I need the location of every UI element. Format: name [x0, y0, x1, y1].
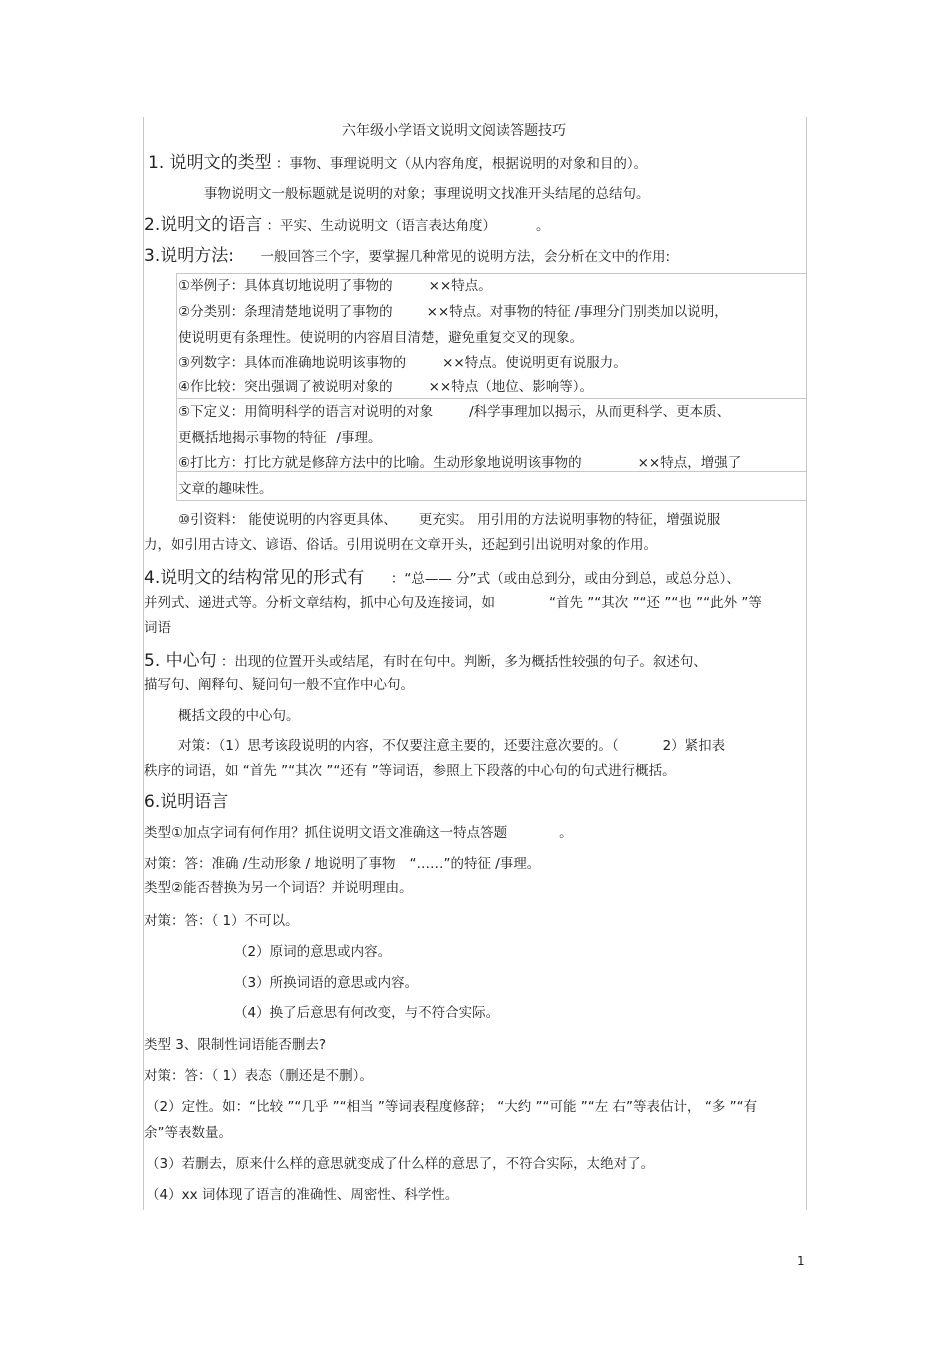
- type-3: 类型 3、限制性词语能否删去?: [144, 1037, 327, 1053]
- method-2: ②分类别：条理清楚地说明了事物的 ××特点。对事物的特征 /事理分门别类加以说明，: [178, 304, 728, 320]
- section-1-text: ：事物、事理说明文（从内容角度，根据说明的对象和目的）。: [275, 156, 648, 172]
- section-2-text: ：平实、生动说明文（语言表达角度）: [266, 218, 497, 234]
- strategy-3-c: （3）若删去，原来什么样的意思就变成了什么样的意思了，不符合实际，太绝对了。: [146, 1156, 655, 1172]
- section-5-p2: 概括文段的中心句。: [178, 708, 300, 724]
- type-2: 类型②能否替换为另一个词语？并说明理由。: [144, 880, 413, 896]
- method-4: ④作比较：突出强调了被说明对象的 ××特点（地位、影响等）。: [178, 379, 593, 395]
- methods-box-top: [176, 273, 807, 274]
- strategy-3-b: （2）定性。如：“比较 ”“几乎 ”“相当 ”等词表程度修辞； “大约 ”“可能 ”“左 右”等表估计， “多 ”“有: [146, 1099, 758, 1115]
- section-4-line-3: 词语: [144, 620, 171, 636]
- page-title: 六年级小学语文说明文阅读答题技巧: [342, 123, 566, 139]
- strategy-1: 对策：答：准确 /生动形象 / 地说明了事物 “……”的特征 /事理。: [144, 856, 541, 872]
- section-4-text: ：“总—— 分”式（或由总到分，或由分到总，或总分总）、: [390, 571, 740, 587]
- section-2-heading: 2.说明文的语言: [144, 215, 263, 235]
- strategy-3-b-cont: 余”等表数量。: [144, 1125, 232, 1141]
- section-5-p3-cont: 秩序的词语，如 “首先 ”“其次 ”“还有 ”等词语，参照上下段落的中心句的句式进行概括。: [144, 763, 676, 779]
- section-4-heading: 4.说明文的结构常见的形式有: [144, 568, 365, 588]
- strategy-3-d: （4）xx 词体现了语言的准确性、周密性、科学性。: [146, 1187, 459, 1203]
- methods-box-end: [176, 500, 807, 501]
- section-3-heading: 3.说明方法:: [144, 246, 234, 266]
- methods-box-left: [176, 273, 177, 500]
- strategy-2-d: （4）换了后意思有何改变，与不符合实际。: [234, 1005, 500, 1021]
- strategy-2-b: （2）原词的意思或内容。: [234, 944, 392, 960]
- section-4-line-2: 并列式、递进式等。分析文章结构，抓中心句及连接词，如 “首先 ”“其次 ”“还 ”“也 ”“此外 ”等: [144, 595, 762, 611]
- method-6: ⑥打比方：打比方就是修辞方法中的比喻。生动形象地说明该事物的 ××特点，增强了: [178, 455, 742, 471]
- section-1-heading: 1. 说明文的类型: [148, 153, 272, 173]
- strategy-2: 对策：答：（ 1）不可以。: [144, 913, 299, 929]
- section-5-p3: 对策：（1）思考该段说明的内容，不仅要注意主要的，还要注意次要的。（ 2）紧扣表: [178, 738, 726, 754]
- method-1: ①举例子：具体真切地说明了事物的 ××特点。: [178, 278, 492, 294]
- strategy-2-c: （3）所换词语的意思或内容。: [234, 975, 419, 991]
- page-number: 1: [797, 1254, 805, 1268]
- section-4-line: [144, 567, 740, 589]
- section-5-text: ：出现的位置开头或结尾，有时在句中。判断，多为概括性较强的句子。叙述句、: [220, 654, 707, 670]
- section-5-line-2: 描写句、阐释句、疑问句一般不宜作中心句。: [144, 677, 414, 693]
- section-2-end: 。: [536, 218, 550, 234]
- method-6-cont: 文章的趣味性。: [178, 481, 273, 497]
- method-2-cont: 使说明更有条理性。使说明的内容眉目清楚，避免重复交叉的现象。: [178, 330, 583, 346]
- method-5: ⑤下定义：用简明科学的语言对说明的对象 /科学事理加以揭示，从而更科学、更本质、: [178, 404, 731, 420]
- section-6-heading: 6.说明语言: [144, 792, 229, 812]
- section-3-text: 一般回答三个字，要掌握几种常见的说明方法，会分析在文中的作用:: [260, 249, 671, 265]
- method-10: ⑩引资料： 能使说明的内容更具体、 更充实。 用引用的方法说明事物的特征，增强说服: [178, 512, 721, 528]
- method-3: ③列数字：具体而准确地说明该事物的 ××特点。使说明更有说服力。: [178, 355, 627, 371]
- method-5-cont: 更概括地揭示事物的特征 /事理。: [178, 430, 382, 446]
- section-2-line: [144, 214, 550, 236]
- section-5-line: [144, 650, 707, 672]
- section-3-line: [144, 245, 670, 267]
- section-1-line: [148, 152, 647, 174]
- section-1-note: 事物说明文一般标题就是说明的对象；事理说明文找准开头结尾的总结句。: [204, 186, 650, 202]
- right-border: [806, 117, 807, 1210]
- strategy-3: 对策：答：（ 1）表态（删还是不删）。: [144, 1068, 373, 1084]
- method-10-cont: 力，如引用古诗文、谚语、俗话。引用说明在文章开头，还起到引出说明对象的作用。: [144, 537, 657, 553]
- section-5-heading: 5. 中心句: [144, 651, 217, 671]
- type-1: 类型①加点字词有何作用？抓住说明文语文准确这一特点答题 。: [144, 825, 573, 841]
- methods-box-divider: [176, 398, 807, 399]
